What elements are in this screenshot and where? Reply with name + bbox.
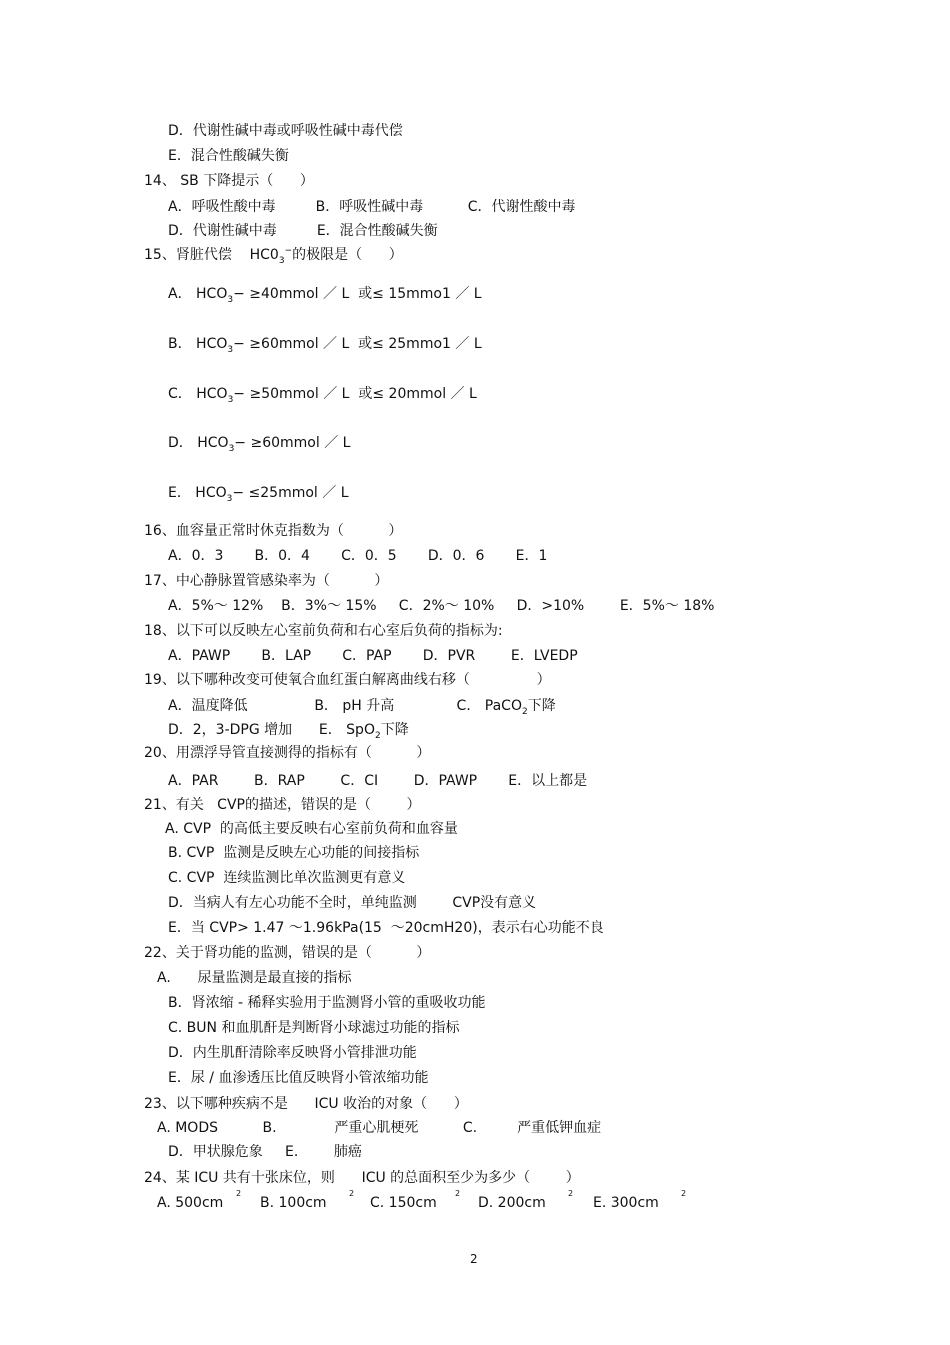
question-24: 24、某 ICU 共有十张床位，则 ICU 的总面积至少为多少（ ） xyxy=(144,1170,580,1186)
option-line: B．肾浓缩 - 稀释实验用于监测肾小管的重吸收功能 xyxy=(168,995,486,1011)
text: − ≥60mmol ／ L 或≤ 25mmo1 ／ L xyxy=(233,336,482,352)
superscript: 2 xyxy=(568,1189,574,1198)
option-line: A. CVP 的高低主要反映右心室前负荷和血容量 xyxy=(165,821,458,837)
option-line: A．5%～ 12% B．3%～ 15% C．2%～ 10% D．>10% E．5%～ 18% xyxy=(168,598,715,614)
option-b: B. 100cm xyxy=(260,1195,327,1211)
question-22: 22、关于肾功能的监测，错误的是（ ） xyxy=(144,945,431,961)
text: − ≥60mmol ／ L xyxy=(234,435,351,451)
option-line: A．呼吸性酸中毒 B．呼吸性碱中毒 C．代谢性酸中毒 xyxy=(168,199,576,215)
text: 的极限是（ ） xyxy=(292,247,403,263)
text: B． HCO xyxy=(168,336,228,352)
text: 下降 xyxy=(527,698,556,714)
question-17: 17、中心静脉置管感染率为（ ） xyxy=(144,573,389,589)
text: − ≥40mmol ／ L 或≤ 15mmo1 ／ L xyxy=(233,286,482,302)
subscript: 2 xyxy=(521,706,528,717)
superscript: 2 xyxy=(455,1189,461,1198)
text: A． HCO xyxy=(168,286,228,302)
superscript: 2 xyxy=(681,1189,687,1198)
subscript: 3 xyxy=(227,394,234,405)
option-line: A．PAWP B．LAP C．PAP D．PVR E．LVEDP xyxy=(168,648,578,664)
option-c: C. 150cm xyxy=(370,1195,437,1211)
subscript: 3 xyxy=(227,294,234,305)
text: 下降 xyxy=(380,722,409,738)
text: D．2，3-DPG 增加 E． SpO xyxy=(168,722,375,738)
question-21: 21、有关 CVP的描述，错误的是（ ） xyxy=(144,797,421,813)
text: − ≥50mmol ／ L 或≤ 20mmol ／ L xyxy=(233,386,477,402)
option-line xyxy=(168,697,556,721)
question-18: 18、以下可以反映左心室前负荷和右心室后负荷的指标为: xyxy=(144,623,503,639)
question-23: 23、以下哪种疾病不是 ICU 收治的对象（ ） xyxy=(144,1096,468,1112)
option-line: A．0．3 B．0．4 C．0．5 D．0．6 E．1 xyxy=(168,548,548,564)
option-line: D．代谢性碱中毒 E．混合性酸碱失衡 xyxy=(168,223,438,239)
text: − ≤25mmol ／ L xyxy=(232,485,349,501)
question-19: 19、以下哪种改变可使氧合血红蛋白解离曲线右移（ ） xyxy=(144,672,551,688)
subscript: 3 xyxy=(228,443,235,454)
option-line xyxy=(168,285,482,309)
superscript: − xyxy=(284,246,293,256)
text: C． HCO xyxy=(168,386,228,402)
option-line: C. CVP 连续监测比单次监测更有意义 xyxy=(168,870,406,886)
option-line: D．内生肌酐清除率反映肾小管排泄功能 xyxy=(168,1045,417,1061)
subscript: 2 xyxy=(374,730,381,741)
option-line: E．当 CVP> 1.47 ～1.96kPa(15 ～20cmH20)，表示右心功能不良 xyxy=(168,920,604,936)
option-line xyxy=(168,385,477,409)
page-number: 2 xyxy=(470,1252,478,1266)
option-d: D. 200cm xyxy=(478,1195,546,1211)
option-line: A. 尿量监测是最直接的指标 xyxy=(157,970,352,986)
subscript: 3 xyxy=(227,344,234,355)
option-line: E．混合性酸碱失衡 xyxy=(168,148,289,164)
superscript: 2 xyxy=(236,1189,242,1198)
option-line: D．甲状腺危象 E. 肺癌 xyxy=(168,1144,362,1160)
question-14: 14、 SB 下降提示（ ） xyxy=(144,173,314,189)
question-15 xyxy=(144,246,403,270)
question-20: 20、用漂浮导管直接测得的指标有（ ） xyxy=(144,745,431,761)
text: A．温度降低 B． pH 升高 C． PaCO xyxy=(168,698,522,714)
question-16: 16、血容量正常时休克指数为（ ） xyxy=(144,523,403,539)
option-line xyxy=(168,335,482,359)
subscript: 3 xyxy=(226,493,233,504)
option-line: A．PAR B．RAP C．CI D．PAWP E．以上都是 xyxy=(168,773,588,789)
superscript: 2 xyxy=(349,1189,355,1198)
subscript: 3 xyxy=(278,255,285,266)
option-line: C. BUN 和血肌酐是判断肾小球滤过功能的指标 xyxy=(168,1020,460,1036)
option-line: E．尿 / 血渗透压比值反映肾小管浓缩功能 xyxy=(168,1070,429,1086)
text: D． HCO xyxy=(168,435,229,451)
option-line: D．当病人有左心功能不全时，单纯监测 CVP没有意义 xyxy=(168,895,537,911)
option-line: D．代谢性碱中毒或呼吸性碱中毒代偿 xyxy=(168,123,403,139)
option-line xyxy=(168,721,409,745)
option-line: A. MODS B. 严重心肌梗死 C. 严重低钾血症 xyxy=(157,1120,602,1136)
option-a: A. 500cm xyxy=(157,1195,224,1211)
text: E． HCO xyxy=(168,485,227,501)
option-e: E. 300cm xyxy=(593,1195,659,1211)
text: 15、肾脏代偿 HC0 xyxy=(144,247,279,263)
option-line: B. CVP 监测是反映左心功能的间接指标 xyxy=(168,845,420,861)
option-line xyxy=(168,484,349,508)
option-line xyxy=(168,434,350,458)
